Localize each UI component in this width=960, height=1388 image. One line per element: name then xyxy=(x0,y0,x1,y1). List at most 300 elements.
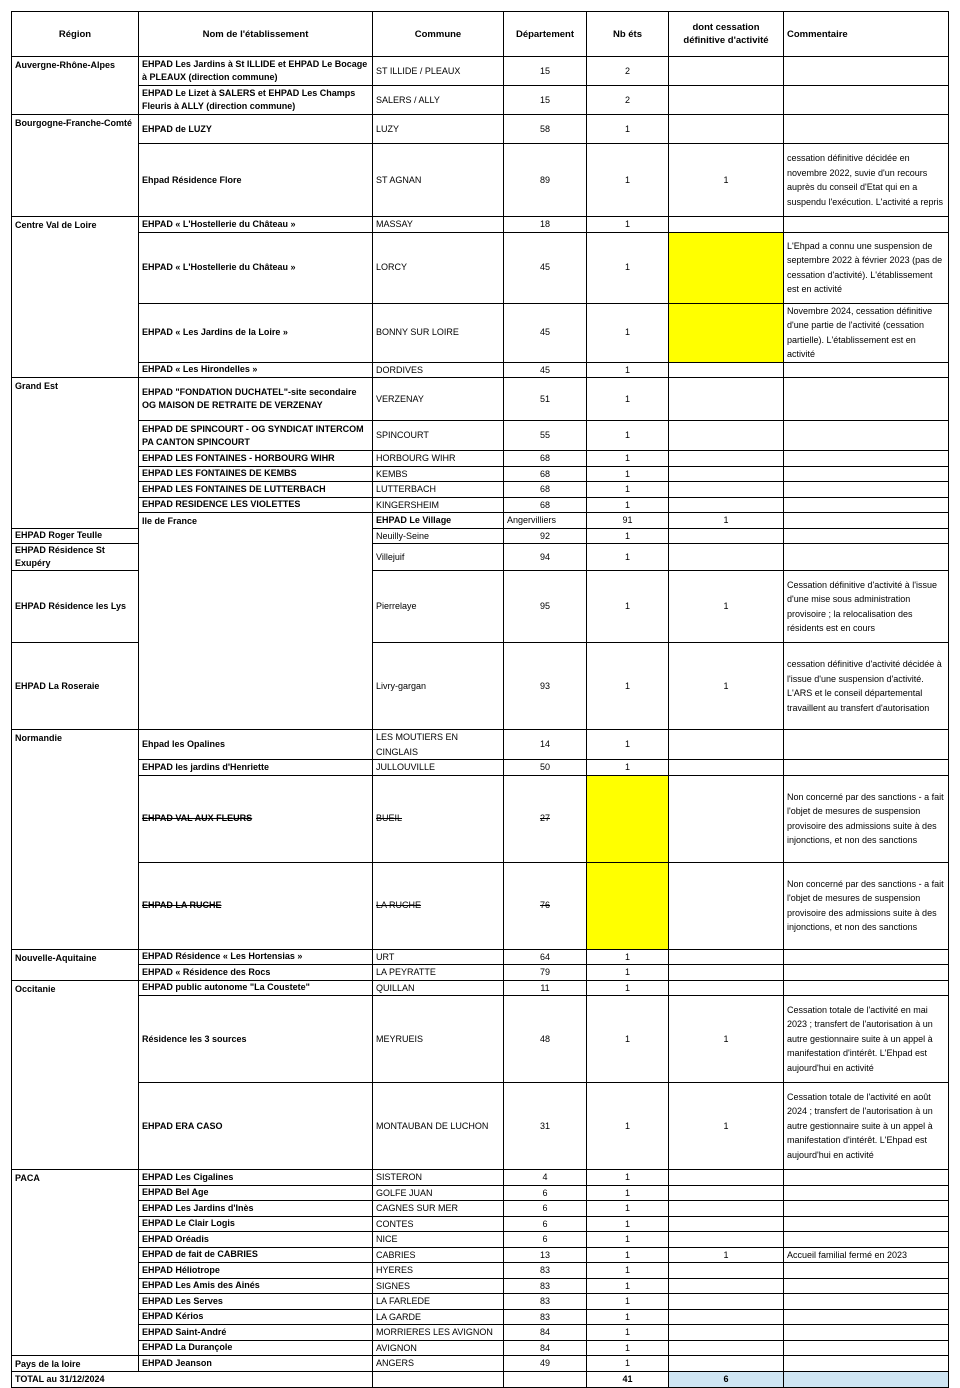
table-row xyxy=(12,1263,949,1279)
nb-cell: 1 xyxy=(587,232,669,303)
cessation-cell xyxy=(669,1185,784,1201)
establishment-name: EHPAD LES FONTAINES DE LUTTERBACH xyxy=(139,482,373,498)
region-cell: Grand Est xyxy=(12,378,139,529)
comment-cell xyxy=(784,497,949,513)
comment-cell: Non concerné par des sanctions - a fait l'objet de mesures de suspension provisoire des admissions suite à des injonctions, et non des sanctions xyxy=(784,775,949,862)
commune-cell: MORRIERES LES AVIGNON xyxy=(373,1325,504,1341)
total-nb: 41 xyxy=(587,1372,669,1388)
cessation-cell: 1 xyxy=(669,1083,784,1170)
comment-cell xyxy=(784,451,949,467)
nb-cell: 1 xyxy=(587,1278,669,1294)
comment-cell xyxy=(784,482,949,498)
cessation-cell xyxy=(669,1356,784,1372)
total-empty-commune xyxy=(373,1372,504,1388)
department-cell: 11 xyxy=(504,980,587,996)
nb-cell: 2 xyxy=(587,57,669,86)
region-cell: PACA xyxy=(12,1170,139,1356)
table-row xyxy=(12,1356,949,1372)
department-cell: 6 xyxy=(504,1232,587,1248)
comment-cell xyxy=(784,57,949,86)
commune-cell: QUILLAN xyxy=(373,980,504,996)
table-row xyxy=(12,115,949,144)
nb-cell: 1 xyxy=(587,730,669,760)
department-cell: 31 xyxy=(504,1083,587,1170)
department-cell: 93 xyxy=(504,643,587,730)
establishment-name: EHPAD « Résidence des Rocs xyxy=(139,965,373,981)
department-cell: 68 xyxy=(504,466,587,482)
establishment-name: EHPAD ERA CASO xyxy=(139,1083,373,1170)
nb-cell: 1 xyxy=(587,466,669,482)
department-cell: 51 xyxy=(504,378,587,421)
cessation-cell xyxy=(669,730,784,760)
header-commune: Commune xyxy=(373,12,504,57)
table-row xyxy=(12,980,949,996)
establishment-name: EHPAD VAL AUX FLEURS xyxy=(139,775,373,862)
table-row xyxy=(12,497,949,513)
table-row xyxy=(12,1325,949,1341)
table-row xyxy=(12,86,949,115)
comment-cell xyxy=(784,1309,949,1325)
establishment-name: EHPAD LES FONTAINES DE KEMBS xyxy=(139,466,373,482)
cessation-cell xyxy=(669,217,784,233)
commune-cell: JULLOUVILLE xyxy=(373,760,504,776)
cessation-cell xyxy=(669,1170,784,1186)
commune-cell: ST AGNAN xyxy=(373,144,504,217)
comment-cell xyxy=(784,760,949,776)
commune-cell: LORCY xyxy=(373,232,504,303)
establishment-name: EHPAD La Roseraie xyxy=(12,643,139,730)
establishment-name: EHPAD de LUZY xyxy=(139,115,373,144)
comment-cell xyxy=(784,1201,949,1217)
establishment-name: EHPAD Les Jardins d'Inès xyxy=(139,1201,373,1217)
nb-cell: 1 xyxy=(587,1083,669,1170)
establishment-name: EHPAD Les Jardins à St ILLIDE et EHPAD Le Bocage à PLEAUX (direction commune) xyxy=(139,57,373,86)
cessation-cell xyxy=(669,57,784,86)
commune-cell: Angervilliers xyxy=(504,513,587,529)
commune-cell: SIGNES xyxy=(373,1278,504,1294)
cessation-cell xyxy=(669,544,784,571)
table-row xyxy=(12,451,949,467)
establishment-name: Ehpad les Opalines xyxy=(139,730,373,760)
establishment-name: EHPAD LES FONTAINES - HORBOURG WIHR xyxy=(139,451,373,467)
comment-cell: Cessation totale de l'activité en août 2024 ; transfert de l'autorisation à un autre gestionnaire suite à un appel à manifestation d'intérêt. L'Ehpad est aujourd'hui en activité xyxy=(784,1083,949,1170)
nb-cell: 1 xyxy=(587,760,669,776)
comment-cell xyxy=(784,86,949,115)
commune-cell: Neuilly-Seine xyxy=(373,528,504,544)
comment-cell xyxy=(784,1278,949,1294)
department-cell: 45 xyxy=(504,362,587,378)
cessation-cell xyxy=(669,482,784,498)
table-row xyxy=(12,949,949,965)
comment-cell: cessation définitive d'activité décidée à l'issue d'une suspension d'activité. L'ARS et le conseil départemental travaillent au transfert d'autorisation xyxy=(784,643,949,730)
cessation-cell xyxy=(669,1278,784,1294)
establishment-name: EHPAD Saint-André xyxy=(139,1325,373,1341)
table-row xyxy=(12,217,949,233)
commune-cell: DORDIVES xyxy=(373,362,504,378)
cessation-cell xyxy=(669,362,784,378)
department-cell: 83 xyxy=(504,1294,587,1310)
comment-cell xyxy=(784,1232,949,1248)
department-cell: 83 xyxy=(504,1263,587,1279)
cessation-cell xyxy=(669,1216,784,1232)
nb-cell: 1 xyxy=(587,497,669,513)
department-cell: 55 xyxy=(504,421,587,451)
department-cell: 58 xyxy=(504,115,587,144)
department-cell: 68 xyxy=(504,497,587,513)
department-cell: 13 xyxy=(504,1247,587,1263)
comment-cell: cessation définitive décidée en novembre 2022, suvie d'un recours auprès du conseil d'Etat qui en a suspendu l'exécution. L'activité a repris xyxy=(784,144,949,217)
comment-cell xyxy=(784,528,949,544)
department-cell: 14 xyxy=(504,730,587,760)
commune-cell: CONTES xyxy=(373,1216,504,1232)
table-row xyxy=(12,1083,949,1170)
comment-cell xyxy=(784,1216,949,1232)
nb-cell: 1 xyxy=(587,217,669,233)
cessation-cell xyxy=(669,115,784,144)
nb-cell: 1 xyxy=(587,303,669,362)
table-row xyxy=(12,775,949,862)
commune-cell: AVIGNON xyxy=(373,1340,504,1356)
total-empty-comment xyxy=(784,1372,949,1388)
comment-cell xyxy=(784,1185,949,1201)
nb-cell: 1 xyxy=(587,421,669,451)
department-cell: 84 xyxy=(504,1340,587,1356)
department-cell: 83 xyxy=(504,1278,587,1294)
establishment-name: EHPAD Le Clair Logis xyxy=(139,1216,373,1232)
department-cell: 94 xyxy=(504,544,587,571)
cessation-cell xyxy=(669,980,784,996)
comment-cell xyxy=(784,544,949,571)
table-row xyxy=(12,1201,949,1217)
table-row xyxy=(12,1340,949,1356)
table-row xyxy=(12,57,949,86)
comment-cell: Accueil familial fermé en 2023 xyxy=(784,1247,949,1263)
department-cell: 68 xyxy=(504,482,587,498)
department-cell: 48 xyxy=(504,996,587,1083)
table-row xyxy=(12,1170,949,1186)
department-cell: 92 xyxy=(504,528,587,544)
cessation-cell: 1 xyxy=(669,1247,784,1263)
department-cell: 95 xyxy=(504,571,587,643)
commune-cell: SPINCOURT xyxy=(373,421,504,451)
region-cell: Auvergne-Rhône-Alpes xyxy=(12,57,139,115)
department-cell: 83 xyxy=(504,1309,587,1325)
table-row xyxy=(12,378,949,421)
region-cell: Nouvelle-Aquitaine xyxy=(12,949,139,980)
table-row xyxy=(12,862,949,949)
nb-cell: 1 xyxy=(587,482,669,498)
cessation-cell xyxy=(669,862,784,949)
table-row xyxy=(12,513,949,529)
commune-cell: BONNY SUR LOIRE xyxy=(373,303,504,362)
ehpad-table xyxy=(11,11,949,1388)
department-cell: 18 xyxy=(504,217,587,233)
department-cell: 50 xyxy=(504,760,587,776)
department-cell: 68 xyxy=(504,451,587,467)
establishment-name: EHPAD « L'Hostellerie du Château » xyxy=(139,232,373,303)
header-region: Région xyxy=(12,12,139,57)
header-nb: Nb éts xyxy=(587,12,669,57)
nb-cell: 1 xyxy=(587,362,669,378)
cessation-cell xyxy=(669,466,784,482)
department-cell: 27 xyxy=(504,775,587,862)
department-cell: 6 xyxy=(504,1201,587,1217)
commune-cell: SALERS / ALLY xyxy=(373,86,504,115)
table-row xyxy=(12,362,949,378)
establishment-name: EHPAD Kérios xyxy=(139,1309,373,1325)
commune-cell: LA RUCHE xyxy=(373,862,504,949)
comment-cell: Cessation totale de l'activité en mai 2023 ; transfert de l'autorisation à un autre gestionnaire suite à un appel à manifestation d'intérêt. L'Ehpad est aujourd'hui en activité xyxy=(784,996,949,1083)
establishment-name: EHPAD Les Cigalines xyxy=(139,1170,373,1186)
cessation-cell xyxy=(669,1340,784,1356)
nb-cell: 1 xyxy=(587,1170,669,1186)
cessation-cell xyxy=(669,1263,784,1279)
commune-cell: MONTAUBAN DE LUCHON xyxy=(373,1083,504,1170)
cessation-cell xyxy=(669,949,784,965)
region-cell: Pays de la loire xyxy=(12,1356,139,1372)
commune-cell: KEMBS xyxy=(373,466,504,482)
commune-cell: KINGERSHEIM xyxy=(373,497,504,513)
nb-cell: 1 xyxy=(587,643,669,730)
nb-cell: 1 xyxy=(587,1340,669,1356)
nb-cell: 1 xyxy=(587,1216,669,1232)
department-cell: 6 xyxy=(504,1185,587,1201)
cessation-cell xyxy=(669,528,784,544)
header-row xyxy=(12,12,949,57)
nb-cell xyxy=(587,862,669,949)
department-cell: 45 xyxy=(504,303,587,362)
table-row xyxy=(12,1185,949,1201)
nb-cell: 1 xyxy=(587,115,669,144)
commune-cell: LES MOUTIERS EN CINGLAIS xyxy=(373,730,504,760)
commune-cell: NICE xyxy=(373,1232,504,1248)
comment-cell xyxy=(784,730,949,760)
nb-cell: 2 xyxy=(587,86,669,115)
total-label: TOTAL au 31/12/2024 xyxy=(12,1372,373,1388)
commune-cell: LA GARDE xyxy=(373,1309,504,1325)
cessation-cell xyxy=(669,760,784,776)
comment-cell xyxy=(784,1294,949,1310)
commune-cell: LUZY xyxy=(373,115,504,144)
header-departement: Département xyxy=(504,12,587,57)
establishment-name: EHPAD Résidence les Lys xyxy=(12,571,139,643)
commune-cell: GOLFE JUAN xyxy=(373,1185,504,1201)
region-cell: Bourgogne-Franche-Comté xyxy=(12,115,139,217)
nb-cell: 1 xyxy=(587,1309,669,1325)
department-cell: 84 xyxy=(504,1325,587,1341)
cessation-cell xyxy=(784,513,949,529)
department-cell: 15 xyxy=(504,86,587,115)
nb-cell: 1 xyxy=(587,544,669,571)
nb-cell: 1 xyxy=(587,949,669,965)
nb-cell: 1 xyxy=(587,1263,669,1279)
commune-cell: VERZENAY xyxy=(373,378,504,421)
commune-cell: Pierrelaye xyxy=(373,571,504,643)
establishment-name: EHPAD « Les Hirondelles » xyxy=(139,362,373,378)
nb-cell: 1 xyxy=(587,378,669,421)
establishment-name: EHPAD Résidence « Les Hortensias » xyxy=(139,949,373,965)
nb-cell: 1 xyxy=(587,451,669,467)
establishment-name: EHPAD La Durançole xyxy=(139,1340,373,1356)
establishment-name: EHPAD "FONDATION DUCHATEL"-site secondaire OG MAISON DE RETRAITE DE VERZENAY xyxy=(139,378,373,421)
table-row xyxy=(12,1278,949,1294)
total-row xyxy=(12,1372,949,1388)
nb-cell: 1 xyxy=(587,965,669,981)
establishment-name: EHPAD Jeanson xyxy=(139,1356,373,1372)
comment-cell: Non concerné par des sanctions - a fait l'objet de mesures de suspension provisoire des admissions suite à des injonctions, et non des sanctions xyxy=(784,862,949,949)
department-cell: 79 xyxy=(504,965,587,981)
region-cell: Centre Val de Loire xyxy=(12,217,139,378)
comment-cell xyxy=(784,1170,949,1186)
cessation-cell xyxy=(669,1294,784,1310)
nb-cell: 1 xyxy=(587,1232,669,1248)
commune-cell: HYERES xyxy=(373,1263,504,1279)
nb-cell xyxy=(587,775,669,862)
region-cell: Occitanie xyxy=(12,980,139,1170)
comment-cell xyxy=(784,1263,949,1279)
table-row xyxy=(12,303,949,362)
nb-cell: 1 xyxy=(587,528,669,544)
nb-cell: 1 xyxy=(587,1201,669,1217)
establishment-name: EHPAD « L'Hostellerie du Château » xyxy=(139,217,373,233)
table-body xyxy=(12,57,949,1372)
commune-cell: LA PEYRATTE xyxy=(373,965,504,981)
cessation-cell xyxy=(669,1232,784,1248)
nb-cell: 1 xyxy=(587,1325,669,1341)
comment-cell xyxy=(784,421,949,451)
comment-cell xyxy=(784,1356,949,1372)
cessation-cell: 1 xyxy=(669,996,784,1083)
cessation-cell xyxy=(669,1201,784,1217)
nb-cell: 1 xyxy=(587,571,669,643)
commune-cell: MASSAY xyxy=(373,217,504,233)
department-cell: 4 xyxy=(504,1170,587,1186)
cessation-cell xyxy=(669,497,784,513)
establishment-name: EHPAD Les Amis des Ainés xyxy=(139,1278,373,1294)
region-cell: Ile de France xyxy=(139,513,373,730)
nb-cell: 1 xyxy=(587,1185,669,1201)
nb-cell: 1 xyxy=(587,980,669,996)
establishment-name: EHPAD public autonome "La Coustete" xyxy=(139,980,373,996)
commune-cell: LUTTERBACH xyxy=(373,482,504,498)
header-cessation: dont cessation définitive d'activité xyxy=(669,12,784,57)
commune-cell: URT xyxy=(373,949,504,965)
cessation-cell: 1 xyxy=(669,571,784,643)
commune-cell: BUEIL xyxy=(373,775,504,862)
department-cell: 6 xyxy=(504,1216,587,1232)
establishment-name: EHPAD Les Serves xyxy=(139,1294,373,1310)
nb-cell: 1 xyxy=(669,513,784,529)
header-etablissement: Nom de l'établissement xyxy=(139,12,373,57)
comment-cell xyxy=(784,1325,949,1341)
table-row xyxy=(12,760,949,776)
establishment-name: EHPAD LA RUCHE xyxy=(139,862,373,949)
establishment-name: EHPAD Le Lizet à SALERS et EHPAD Les Champs Fleuris à ALLY (direction commune) xyxy=(139,86,373,115)
establishment-name: EHPAD Héliotrope xyxy=(139,1263,373,1279)
establishment-name: Ehpad Résidence Flore xyxy=(139,144,373,217)
establishment-name: EHPAD « Les Jardins de la Loire » xyxy=(139,303,373,362)
department-cell: 64 xyxy=(504,949,587,965)
comment-cell: L'Ehpad a connu une suspension de septembre 2022 à février 2023 (pas de cessation d'activité). L'établissement est en activité xyxy=(784,232,949,303)
cessation-cell xyxy=(669,421,784,451)
comment-cell xyxy=(784,980,949,996)
cessation-cell xyxy=(669,378,784,421)
comment-cell xyxy=(784,965,949,981)
nb-cell: 1 xyxy=(587,1294,669,1310)
commune-cell: LA FARLEDE xyxy=(373,1294,504,1310)
commune-cell: HORBOURG WIHR xyxy=(373,451,504,467)
comment-cell xyxy=(784,949,949,965)
comment-cell xyxy=(784,466,949,482)
table-row xyxy=(12,144,949,217)
total-empty-dept xyxy=(504,1372,587,1388)
department-cell: 15 xyxy=(504,57,587,86)
table-row xyxy=(12,466,949,482)
cessation-cell: 1 xyxy=(669,643,784,730)
commune-cell: SISTERON xyxy=(373,1170,504,1186)
comment-cell xyxy=(784,217,949,233)
table-row xyxy=(12,730,949,760)
cessation-cell xyxy=(669,1325,784,1341)
table-row xyxy=(12,996,949,1083)
comment-cell: Novembre 2024, cessation définitive d'une partie de l'activité (cessation partielle). L'établissement est en activité xyxy=(784,303,949,362)
table-row xyxy=(12,421,949,451)
table-row xyxy=(12,965,949,981)
table-row xyxy=(12,1216,949,1232)
table-row xyxy=(12,1247,949,1263)
department-cell: 91 xyxy=(587,513,669,529)
total-cessation: 6 xyxy=(669,1372,784,1388)
table-row xyxy=(12,482,949,498)
cessation-cell xyxy=(669,86,784,115)
comment-cell xyxy=(784,115,949,144)
establishment-name: EHPAD DE SPINCOURT - OG SYNDICAT INTERCOM PA CANTON SPINCOURT xyxy=(139,421,373,451)
table-row xyxy=(12,1309,949,1325)
establishment-name: EHPAD les jardins d'Henriette xyxy=(139,760,373,776)
header-commentaire: Commentaire xyxy=(784,12,949,57)
department-cell: 45 xyxy=(504,232,587,303)
commune-cell: MEYRUEIS xyxy=(373,996,504,1083)
commune-cell: ANGERS xyxy=(373,1356,504,1372)
nb-cell: 1 xyxy=(587,1247,669,1263)
department-cell: 49 xyxy=(504,1356,587,1372)
table-row xyxy=(12,1294,949,1310)
cessation-cell xyxy=(669,1309,784,1325)
nb-cell: 1 xyxy=(587,1356,669,1372)
establishment-name: EHPAD de fait de CABRIES xyxy=(139,1247,373,1263)
cessation-cell xyxy=(669,451,784,467)
establishment-name: EHPAD Roger Teulle xyxy=(12,528,139,544)
cessation-cell xyxy=(669,775,784,862)
table-row xyxy=(12,1232,949,1248)
nb-cell: 1 xyxy=(587,144,669,217)
comment-cell xyxy=(784,378,949,421)
commune-cell: ST ILLIDE / PLEAUX xyxy=(373,57,504,86)
cessation-cell: 1 xyxy=(669,144,784,217)
establishment-name: EHPAD Résidence St Exupéry xyxy=(12,544,139,571)
table-container xyxy=(11,11,949,1388)
establishment-name: Résidence les 3 sources xyxy=(139,996,373,1083)
establishment-name: EHPAD Le Village xyxy=(373,513,504,529)
comment-cell xyxy=(784,362,949,378)
commune-cell: Villejuif xyxy=(373,544,504,571)
department-cell: 89 xyxy=(504,144,587,217)
commune-cell: CAGNES SUR MER xyxy=(373,1201,504,1217)
establishment-name: EHPAD Oréadis xyxy=(139,1232,373,1248)
cessation-cell xyxy=(669,232,784,303)
establishment-name: EHPAD Bel Age xyxy=(139,1185,373,1201)
comment-cell xyxy=(784,1340,949,1356)
